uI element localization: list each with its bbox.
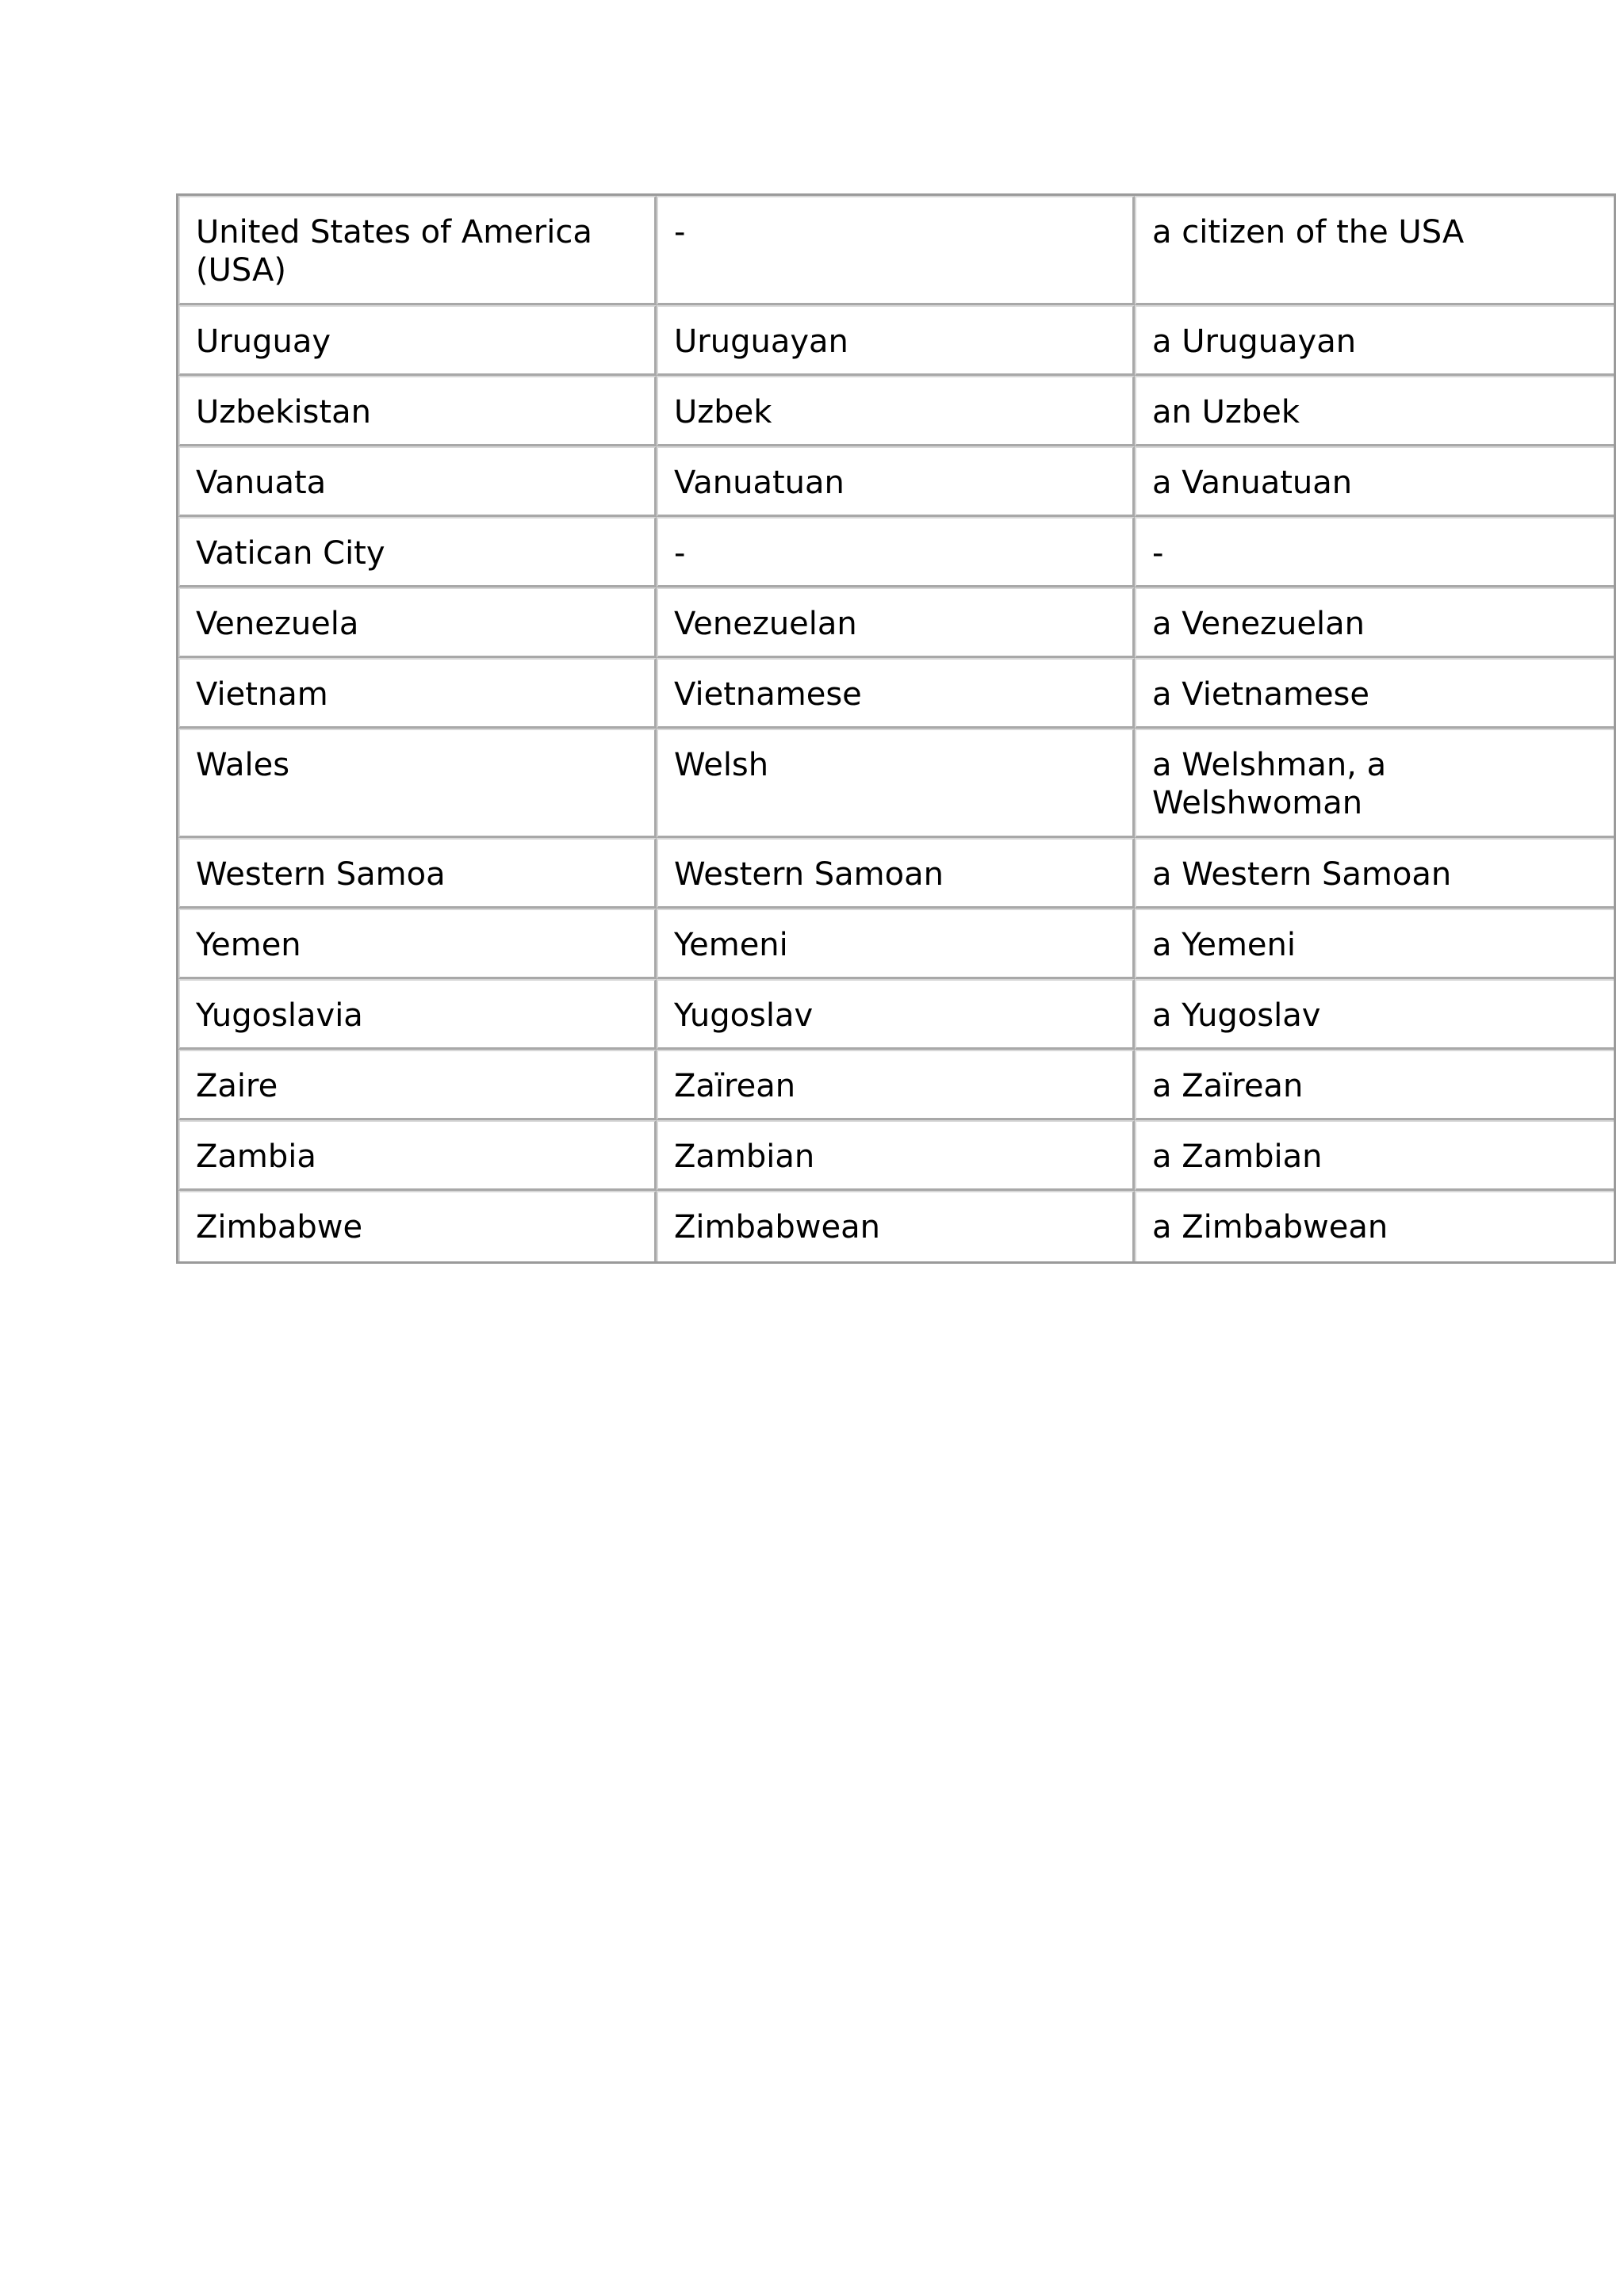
country-cell: Vanuata xyxy=(178,446,657,517)
adjective-cell: Uruguayan xyxy=(657,305,1135,376)
person-cell: a Western Samoan xyxy=(1135,838,1614,909)
adjective-cell: Welsh xyxy=(657,729,1135,838)
country-cell: Uzbekistan xyxy=(178,376,657,446)
adjective-cell: Venezuelan xyxy=(657,587,1135,658)
table-row xyxy=(178,446,1614,517)
country-cell: Zambia xyxy=(178,1120,657,1191)
adjective-cell: Vietnamese xyxy=(657,658,1135,729)
adjective-cell: Vanuatuan xyxy=(657,446,1135,517)
adjective-cell: Yemeni xyxy=(657,909,1135,979)
adjective-cell: Western Samoan xyxy=(657,838,1135,909)
table-row xyxy=(178,658,1614,729)
table-row xyxy=(178,909,1614,979)
person-cell: an Uzbek xyxy=(1135,376,1614,446)
table-row xyxy=(178,729,1614,838)
table-row xyxy=(178,376,1614,446)
table-row xyxy=(178,979,1614,1050)
country-cell: Vietnam xyxy=(178,658,657,729)
country-cell: Venezuela xyxy=(178,587,657,658)
person-cell: a Vanuatuan xyxy=(1135,446,1614,517)
person-cell: a Zimbabwean xyxy=(1135,1191,1614,1261)
table-row xyxy=(178,305,1614,376)
table-row xyxy=(178,196,1614,305)
nationality-table xyxy=(176,193,1616,1264)
table-row xyxy=(178,838,1614,909)
person-cell: a citizen of the USA xyxy=(1135,196,1614,305)
person-cell: - xyxy=(1135,517,1614,587)
country-cell: Vatican City xyxy=(178,517,657,587)
person-cell: a Zambian xyxy=(1135,1120,1614,1191)
adjective-cell: Zaïrean xyxy=(657,1050,1135,1120)
person-cell: a Welshman, a Welshwoman xyxy=(1135,729,1614,838)
country-cell: Yugoslavia xyxy=(178,979,657,1050)
country-cell: Western Samoa xyxy=(178,838,657,909)
person-cell: a Yemeni xyxy=(1135,909,1614,979)
country-cell: Zaire xyxy=(178,1050,657,1120)
table-row xyxy=(178,587,1614,658)
country-cell: Zimbabwe xyxy=(178,1191,657,1261)
adjective-cell: Zimbabwean xyxy=(657,1191,1135,1261)
person-cell: a Zaïrean xyxy=(1135,1050,1614,1120)
table-row xyxy=(178,1120,1614,1191)
country-cell: Uruguay xyxy=(178,305,657,376)
adjective-cell: - xyxy=(657,196,1135,305)
person-cell: a Venezuelan xyxy=(1135,587,1614,658)
person-cell: a Yugoslav xyxy=(1135,979,1614,1050)
table-row xyxy=(178,517,1614,587)
adjective-cell: Zambian xyxy=(657,1120,1135,1191)
table-row xyxy=(178,1191,1614,1261)
country-cell: Wales xyxy=(178,729,657,838)
person-cell: a Vietnamese xyxy=(1135,658,1614,729)
adjective-cell: - xyxy=(657,517,1135,587)
adjective-cell: Uzbek xyxy=(657,376,1135,446)
person-cell: a Uruguayan xyxy=(1135,305,1614,376)
country-cell: United States of America (USA) xyxy=(178,196,657,305)
table-row xyxy=(178,1050,1614,1120)
country-cell: Yemen xyxy=(178,909,657,979)
adjective-cell: Yugoslav xyxy=(657,979,1135,1050)
